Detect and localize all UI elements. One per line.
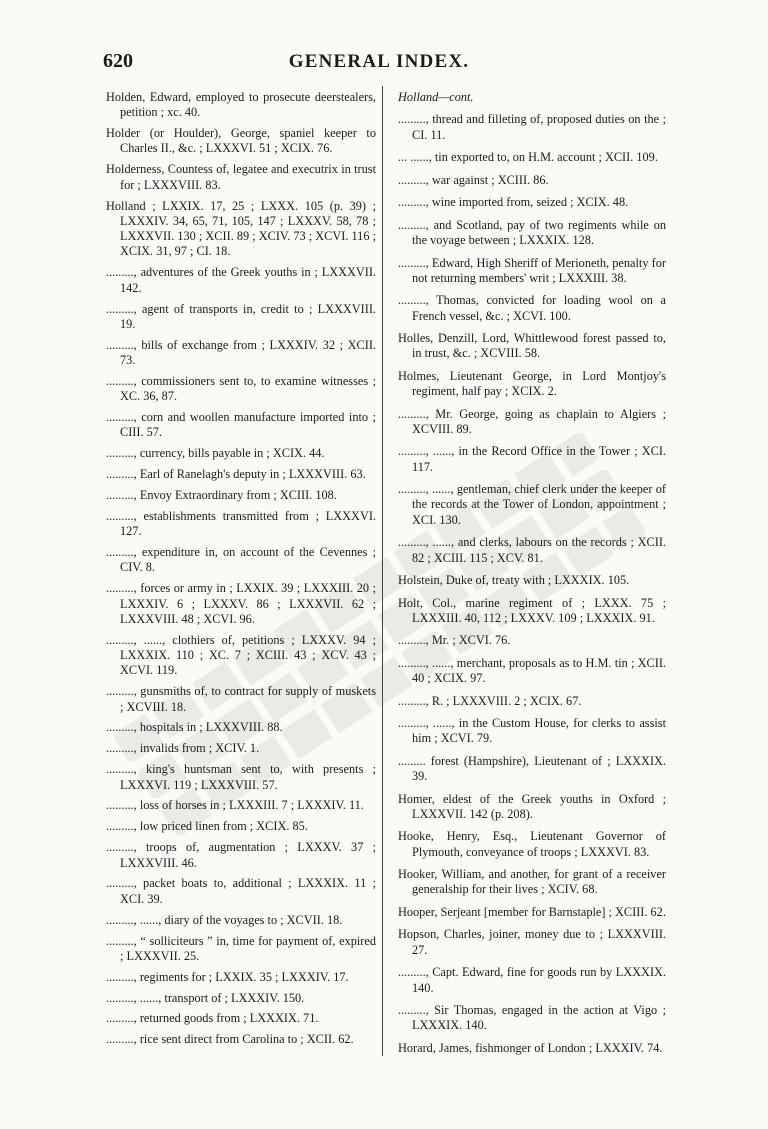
right-column [398,90,666,1063]
index-entry: ........., agent of transports in, credit to ; LXXXVIII. 19. [106,301,376,331]
index-entry: Holder (or Houlder), George, spaniel keeper to Charles II., &c. ; LXXXVI. 51 ; XCIX. 76. [106,126,376,156]
index-entry: Holt, Col., marine regiment of ; LXXX. 75 ; LXXXIII. 40, 112 ; LXXXV. 109 ; LXXXIX. 91. [398,595,666,625]
index-entry: Hooper, Serjeant [member for Barnstaple] ; XCIII. 62. [398,904,666,919]
index-entry: ........., ......, merchant, proposals as to H.M. tin ; XCII. 40 ; XCIX. 97. [398,655,666,686]
index-entry: Holmes, Lieutenant George, in Lord Montjoy's regiment, half pay ; XCIX. 2. [398,368,666,399]
index-entry: ........., packet boats to, additional ; LXXXIX. 11 ; XCI. 39. [106,876,376,906]
index-entry: Hooker, William, and another, for grant of a receiver generalship for their lives ; XCIV. 68. [398,867,666,897]
index-entry: ........., Edward, High Sheriff of Merioneth, penalty for not returning members' writ ; LXXXIII. 38. [398,255,666,285]
index-entry: ........., king's huntsman sent to, with presents ; LXXXVI. 119 ; LXXXVIII. 57. [106,762,376,792]
index-entry: ........., bills of exchange from ; LXXXIV. 32 ; XCII. 73. [106,337,376,368]
index-entry: ........., forces or army in ; LXXIX. 39 ; LXXXIII. 20 ; LXXXIV. 6 ; LXXXV. 86 ; LXXXVII. 62 ; LXXXVIII. 48 ; XCVI. 96. [106,581,376,626]
index-entry: Hooke, Henry, Esq., Lieutenant Governor of Plymouth, conveyance of troops ; LXXXVI. 83. [398,829,666,859]
index-entry: ........., wine imported from, seized ; XCIX. 48. [398,195,629,210]
index-entry: Horard, James, fishmonger of London ; LXXXIV. 74. [398,1040,663,1055]
index-entry: ........., thread and filleting of, proposed duties on the ; CI. 11. [398,112,666,142]
index-entry: ........., R. ; LXXXVIII. 2 ; XCIX. 67. [398,693,582,708]
index-entry: ........., Mr. ; XCVI. 76. [398,633,511,648]
index-entry: ........., hospitals in ; LXXXVIII. 88. [106,720,283,735]
index-entry: Hopson, Charles, joiner, money due to ; LXXXVIII. 27. [398,927,666,957]
page-number: 620 [103,50,133,72]
index-entry: ........., invalids from ; XCIV. 1. [106,741,260,756]
index-entry: Holden, Edward, employed to prosecute deerstealers, petition ; xc. 40. [106,90,376,120]
index-entry: ........., ......, and clerks, labours on the records ; XCII. 82 ; XCIII. 115 ; XCV. 81. [398,535,666,565]
index-entry: ......... forest (Hampshire), Lieutenant of ; LXXXIX. 39. [398,753,666,784]
index-entry: ........., loss of horses in ; LXXXIII. 7 ; LXXXIV. 11. [106,798,364,813]
index-entry: ........., gunsmiths of, to contract for supply of muskets ; XCVIII. 18. [106,684,376,714]
index-entry: ........., Envoy Extraordinary from ; XCIII. 108. [106,488,337,503]
index-entry: ........., regiments for ; LXXIX. 35 ; LXXXIV. 17. [106,969,349,984]
index-entry: Holland ; LXXIX. 17, 25 ; LXXX. 105 (p. 39) ; LXXXIV. 34, 65, 71, 105, 147 ; LXXXV. 58, 78 ; LXXXVII. 130 ; XCII. 89 ; XCIV. 73 ; XCVI. 116 ; XCIX. 31, 97 ; CI. 18. [106,198,376,259]
index-entry: ........., Earl of Ranelagh's deputy in ; LXXXVIII. 63. [106,467,366,482]
left-column [106,90,376,1053]
index-entry: ........., Sir Thomas, engaged in the action at Vigo ; LXXXIX. 140. [398,1003,666,1033]
index-entry: ........., ......, transport of ; LXXXIV. 150. [106,990,305,1005]
index-entry: Holles, Denzill, Lord, Whittlewood forest passed to, in trust, &c. ; XCVIII. 58. [398,331,666,361]
index-entry: ........., ......, gentleman, chief clerk under the keeper of the records at the Tower of London, appointment ; XCI. 130. [398,482,666,527]
running-head: GENERAL INDEX. [288,51,470,72]
index-entry: ........., currency, bills payable in ; XCIX. 44. [106,446,325,461]
index-entry: ........., corn and woollen manufacture imported into ; CIII. 57. [106,410,376,440]
index-entry: ... ......, tin exported to, on H.M. account ; XCII. 109. [398,150,658,165]
page-header [103,50,665,73]
index-entry: ........., ......, clothiers of, petitions ; LXXXV. 94 ; LXXXIX. 110 ; XC. 7 ; XCIII. 43 ; XCV. 43 ; XCVI. 119. [106,632,376,678]
index-entry: ........., establishments transmitted from ; LXXXVI. 127. [106,508,376,539]
index-entry: ........., “ solliciteurs ” in, time for payment of, expired ; LXXXVII. 25. [106,933,376,963]
continuation-heading: Holland—cont. [398,90,474,104]
index-entry: Holderness, Countess of, legatee and executrix in trust for ; LXXXVIII. 83. [106,162,376,192]
index-entry: ........., ......, in the Custom House, for clerks to assist him ; XCVI. 79. [398,716,666,746]
index-entry: ........., returned goods from ; LXXXIX. 71. [106,1011,319,1026]
index-entry: ........., rice sent direct from Carolina to ; XCII. 62. [106,1032,354,1047]
index-entry: ........., Capt. Edward, fine for goods run by LXXXIX. 140. [398,965,666,995]
column-divider [382,86,383,1056]
index-entry: ........., Mr. George, going as chaplain to Algiers ; XCVIII. 89. [398,406,666,436]
index-entry: ........., commissioners sent to, to examine witnesses ; XC. 36, 87. [106,373,376,404]
index-entry: ........., war against ; XCIII. 86. [398,172,549,187]
index-entry: Homer, eldest of the Greek youths in Oxford ; LXXXVII. 142 (p. 208). [398,791,666,821]
index-entry: ........., and Scotland, pay of two regiments while on the voyage between ; LXXXIX. 128. [398,217,666,248]
index-entry: ........., troops of, augmentation ; LXXXV. 37 ; LXXXVIII. 46. [106,840,376,870]
index-entry: ........., ......, diary of the voyages to ; XCVII. 18. [106,912,343,927]
index-entry: ........., expenditure in, on account of the Cevennes ; CIV. 8. [106,545,376,575]
index-entry: Holstein, Duke of, treaty with ; LXXXIX. 105. [398,573,630,588]
index-entry: ........., low priced linen from ; XCIX. 85. [106,819,308,834]
right-column-entries [398,112,666,1056]
index-entry: ........., adventures of the Greek youths in ; LXXXVII. 142. [106,265,376,295]
index-entry: ........., Thomas, convicted for loading wool on a French vessel, &c. ; XCVI. 100. [398,293,666,323]
index-entry: ........., ......, in the Record Office in the Tower ; XCI. 117. [398,444,666,474]
